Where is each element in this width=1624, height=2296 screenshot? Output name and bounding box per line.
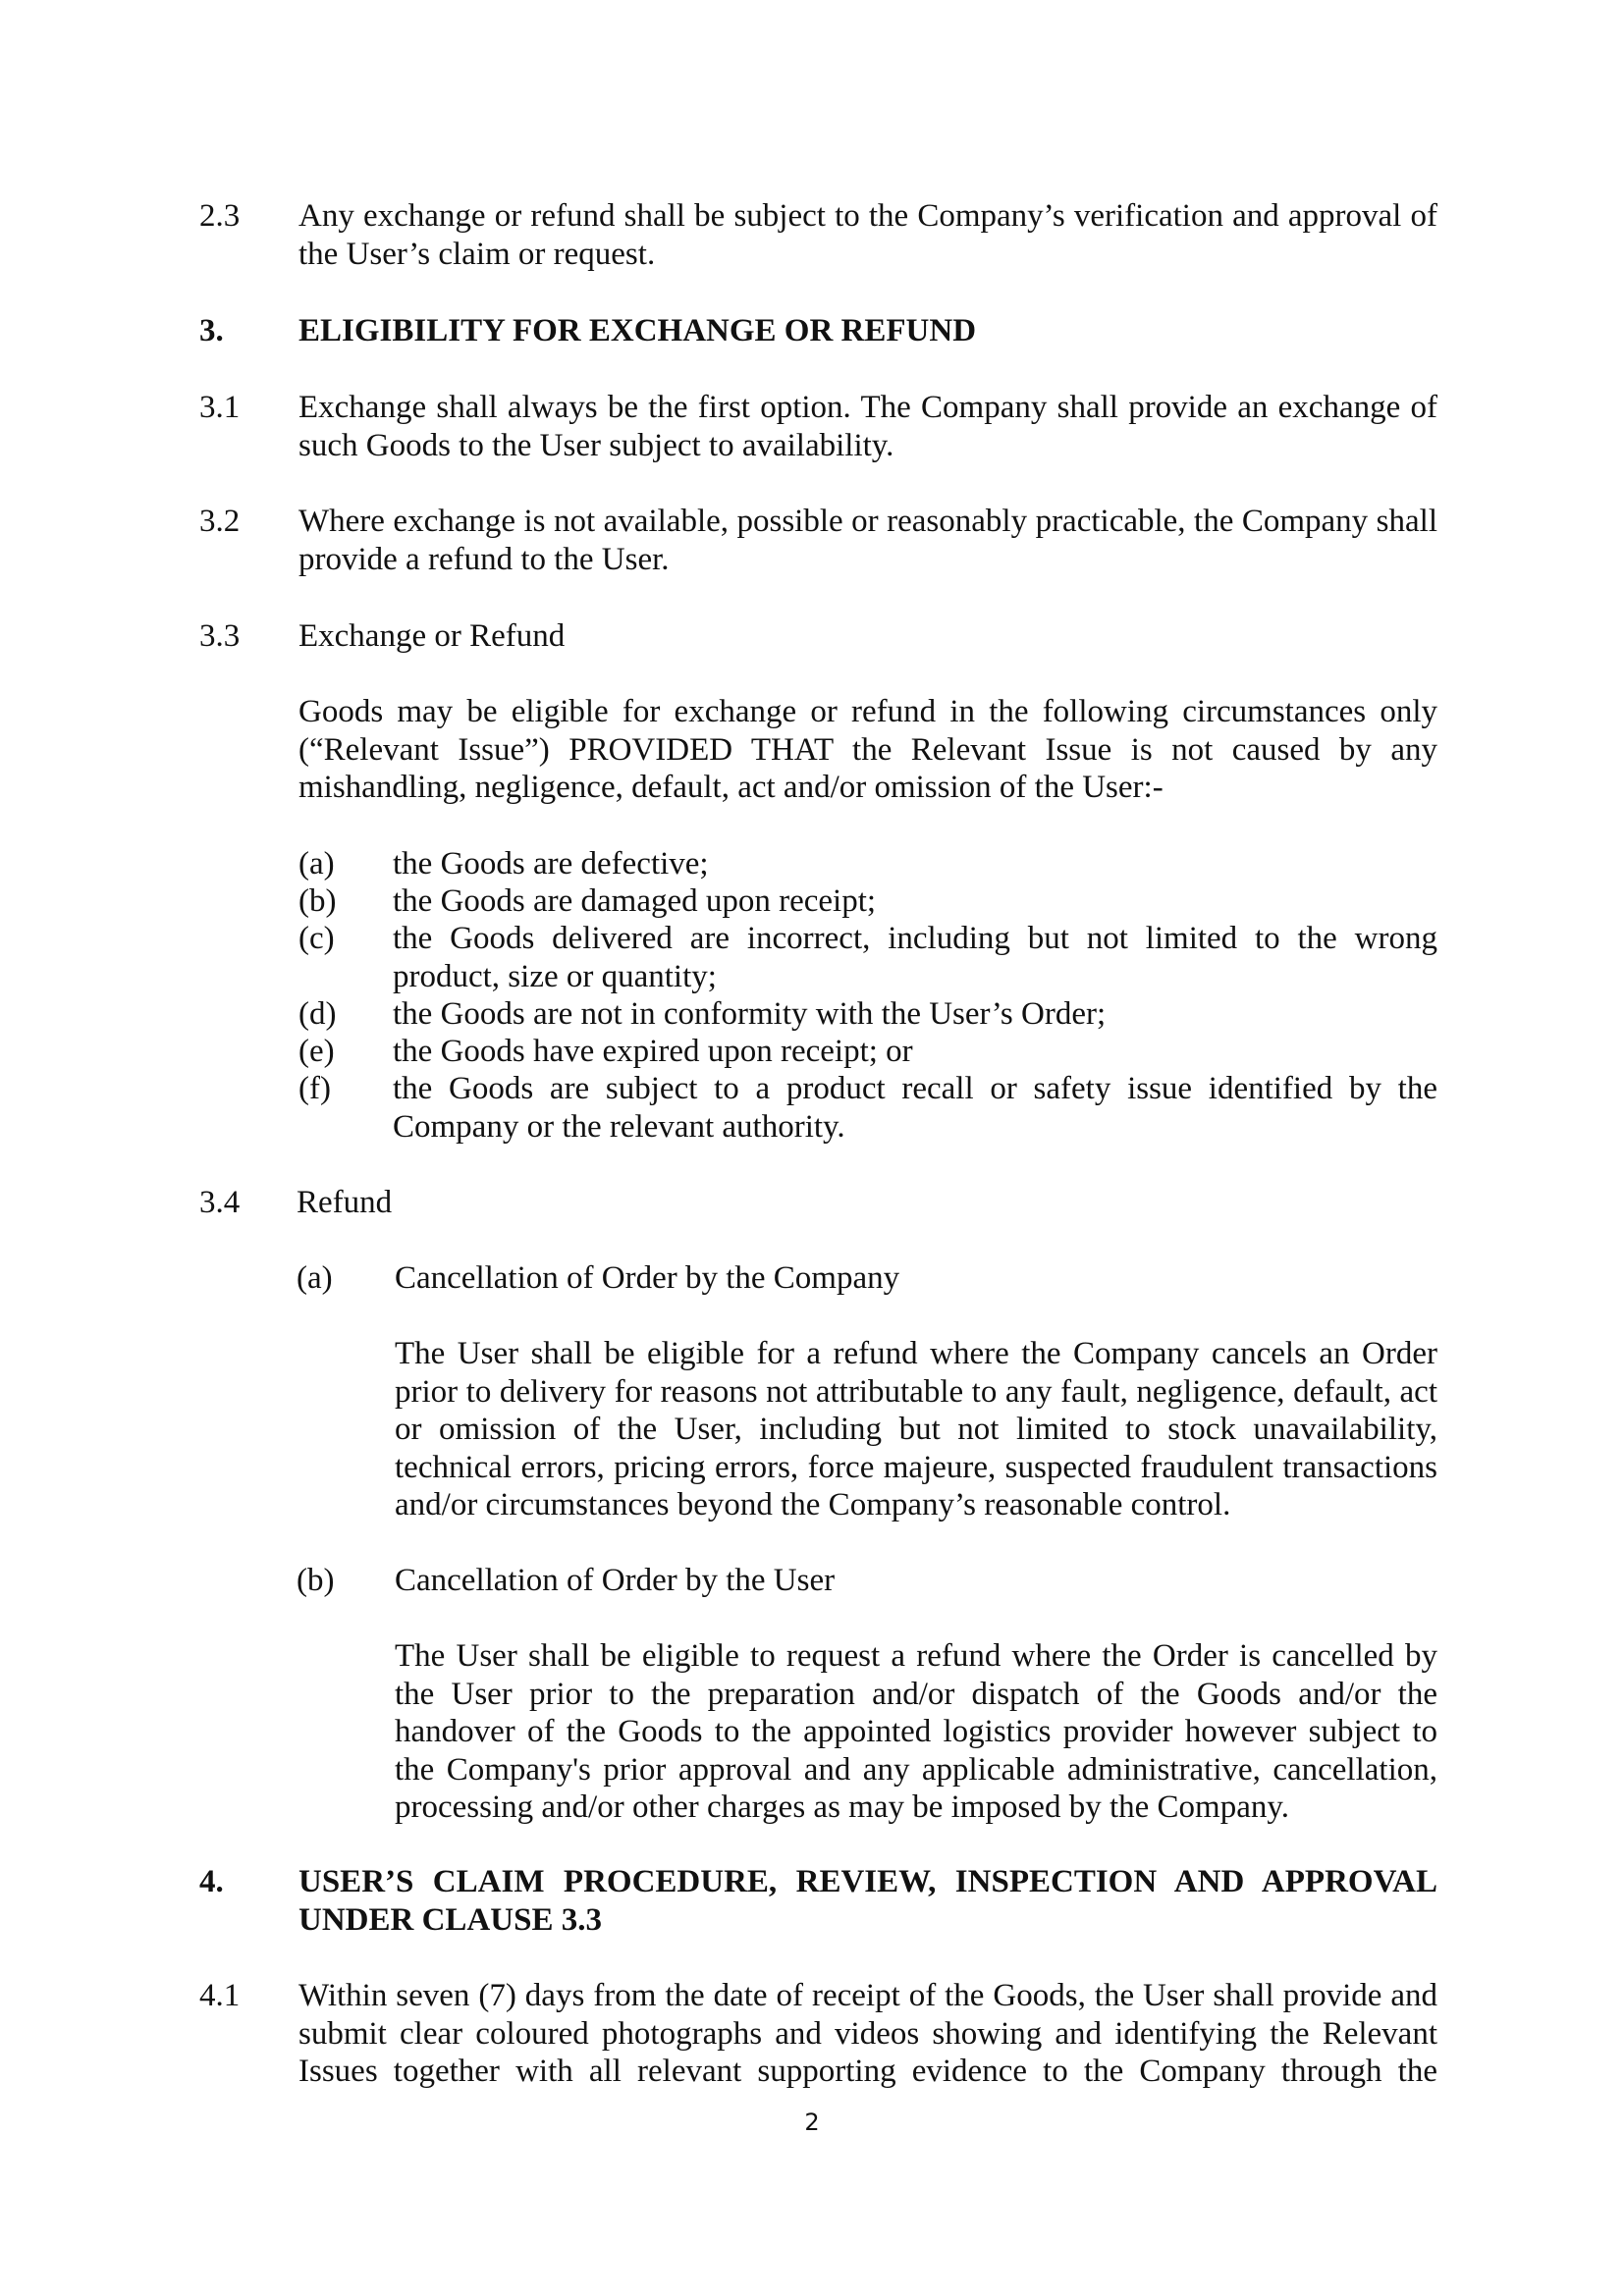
- clause-3-4-b-label: (b): [297, 1563, 335, 1598]
- clause-3-4-a-title: Cancellation of Order by the Company: [395, 1260, 900, 1296]
- list-item-label: (d): [298, 996, 337, 1032]
- clause-3-number: 3.: [199, 313, 224, 348]
- clause-3-2-number: 3.2: [199, 504, 241, 539]
- clause-3-1-number: 3.1: [199, 390, 241, 425]
- clause-4-1-text: Within seven (7) days from the date of receipt of the Goods, the User shall provide and submit clear coloured photographs and videos showing and identifying the Relevant Issues together with all relevant supporting evidence to the Company through the: [298, 1978, 1437, 2090]
- list-item-text: the Goods have expired upon receipt; or: [393, 1034, 913, 1069]
- clause-3-heading: ELIGIBILITY FOR EXCHANGE OR REFUND: [298, 313, 977, 348]
- clause-3-4-b-text: The User shall be eligible to request a refund where the Order is cancelled by the User prior to the preparation and/or dispatch of the Goods and/or the handover of the Goods to the appointed logistics provider however subject to the Company's prior approval and any applicable administrative, cancellation, processing and/or other charges as may be imposed by the Company.: [395, 1638, 1437, 1826]
- clause-3-3-intro: Goods may be eligible for exchange or refund in the following circumstances only (“Relevant Issue”) PROVIDED THAT the Relevant Issue is not caused by any mishandling, negligence, default, act and/or omission of the User:-: [298, 694, 1437, 806]
- list-item-label: (c): [298, 921, 335, 956]
- list-item-label: (e): [298, 1034, 335, 1069]
- clause-4-number: 4.: [199, 1864, 224, 1899]
- clause-2-3-text: Any exchange or refund shall be subject to the Company’s verification and approval of the User’s claim or request.: [298, 198, 1437, 272]
- clause-3-4-number: 3.4: [199, 1185, 241, 1220]
- clause-3-4-a-label: (a): [297, 1260, 333, 1296]
- clause-2-3-number: 2.3: [199, 198, 241, 234]
- list-item-label: (a): [298, 846, 335, 881]
- clause-3-4-b-title: Cancellation of Order by the User: [395, 1563, 836, 1598]
- list-item-text: the Goods delivered are incorrect, including but not limited to the wrong product, size or quantity;: [393, 921, 1437, 994]
- list-item-text: the Goods are defective;: [393, 846, 709, 881]
- list-item-label: (b): [298, 883, 337, 919]
- list-item-label: (f): [298, 1071, 331, 1106]
- list-item-text: the Goods are damaged upon receipt;: [393, 883, 877, 919]
- clause-3-4-title: Refund: [297, 1185, 393, 1220]
- clause-3-4-a-text: The User shall be eligible for a refund where the Company cancels an Order prior to delivery for reasons not attributable to any fault, negligence, default, act or omission of the User, including but not limited to stock unavailability, technical errors, pricing errors, force majeure, suspected fraudulent transactions and/or circumstances beyond the Company’s reasonable control.: [395, 1336, 1437, 1523]
- page-number: 2: [804, 2109, 820, 2136]
- list-item-text: the Goods are subject to a product recall or safety issue identified by the Company or the relevant authority.: [393, 1071, 1437, 1145]
- clause-4-1-number: 4.1: [199, 1978, 241, 2013]
- list-item-text: the Goods are not in conformity with the User’s Order;: [393, 996, 1107, 1032]
- clause-3-2-text: Where exchange is not available, possible or reasonably practicable, the Company shall provide a refund to the User.: [298, 504, 1437, 577]
- clause-4-heading: USER’S CLAIM PROCEDURE, REVIEW, INSPECTION AND APPROVAL UNDER CLAUSE 3.3: [298, 1864, 1437, 1938]
- clause-3-3-title: Exchange or Refund: [298, 618, 566, 654]
- clause-3-3-number: 3.3: [199, 618, 241, 654]
- clause-3-1-text: Exchange shall always be the first option. The Company shall provide an exchange of such Goods to the User subject to availability.: [298, 390, 1437, 463]
